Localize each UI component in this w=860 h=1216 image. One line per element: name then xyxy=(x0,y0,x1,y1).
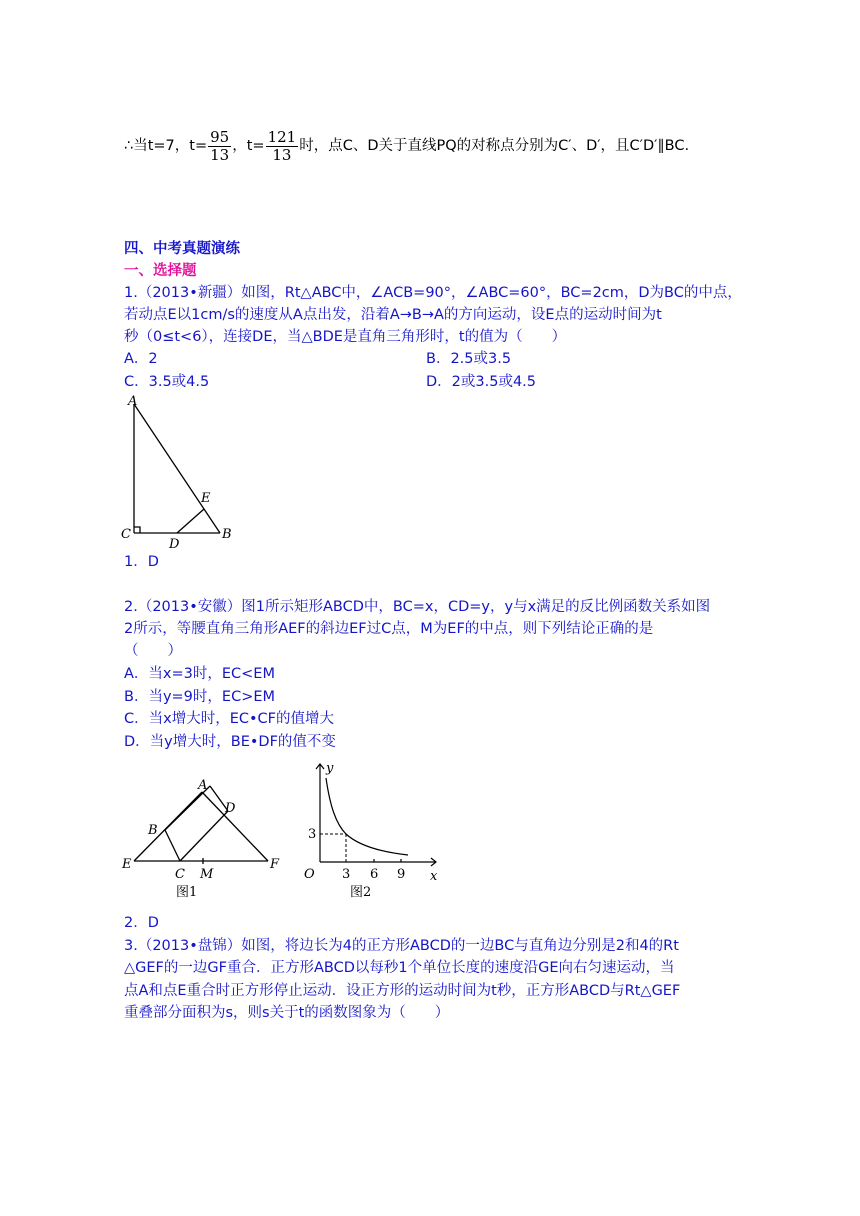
q1-label-c: C xyxy=(121,527,131,542)
q2-option-a: A．当x=3时，EC<EM xyxy=(124,666,275,682)
q1-option-b: B．2.5或3.5 xyxy=(426,351,512,367)
intro-mid: ，t= xyxy=(232,138,265,154)
q2-line3: （ ） xyxy=(124,643,182,659)
q2-option-d: D．当y增大时，BE•DF的值不变 xyxy=(124,734,336,750)
q2-line2: 2所示，等腰直角三角形AEF的斜边EF过C点，M为EF的中点，则下列结论正确的是 xyxy=(124,621,654,637)
q2-line1: 2.（2013•安徽）图1所示矩形ABCD中，BC=x，CD=y，y与x满足的反比例函数关系如图 xyxy=(124,599,711,615)
fig1-label-f: F xyxy=(270,857,280,872)
q1-line1: 1.（2013•新疆）如图，Rt△ABC中，∠ACB=90°，∠ABC=60°，BC=2cm，D为BC的中点， xyxy=(124,285,742,301)
q2-option-b: B．当y=9时，EC>EM xyxy=(124,689,276,705)
q1-label-a: A xyxy=(128,394,138,409)
q1-answer: 1．D xyxy=(124,554,159,570)
fig2-y-tick-3: 3 xyxy=(308,827,317,842)
q3-line3: 点A和点E重合时正方形停止运动．设正方形的运动时间为t秒，正方形ABCD与Rt△GEF xyxy=(124,983,681,999)
fig2-x-tick-6: 6 xyxy=(370,867,379,882)
fig2-caption: 图2 xyxy=(350,885,372,900)
q1-option-a: A．2 xyxy=(124,351,158,367)
fig1-label-e: E xyxy=(122,857,132,872)
intro-prefix: ∴当t=7，t= xyxy=(124,138,208,154)
fig1-label-d: D xyxy=(225,801,236,816)
q1-label-e: E xyxy=(201,491,211,506)
q1-line3: 秒（0≤t<6），连接DE，当△BDE是直角三角形时，t的值为（ ） xyxy=(124,329,567,345)
fig1-label-b: B xyxy=(148,823,158,838)
fig1-label-m: M xyxy=(200,867,214,882)
intro-line xyxy=(124,126,689,166)
q1-label-d: D xyxy=(169,537,180,552)
fig2-y-label: y xyxy=(326,761,334,776)
q1-figure-triangle xyxy=(115,392,245,552)
fig2-x-label: x xyxy=(430,869,438,884)
fig2-x-tick-9: 9 xyxy=(397,867,406,882)
subsection-title: 一、选择题 xyxy=(124,263,197,279)
q1-line2: 若动点E以1cm/s的速度从A点出发，沿着A→B→A的方向运动，设E点的运动时间为t xyxy=(124,307,662,323)
q3-line1: 3.（2013•盘锦）如图，将边长为4的正方形ABCD的一边BC与直角边分别是2和4的Rt xyxy=(124,938,679,954)
q2-figure-2 xyxy=(296,758,446,908)
section-title: 四、中考真题演练 xyxy=(124,241,240,257)
q1-option-c: C．3.5或4.5 xyxy=(124,374,210,390)
q2-answer: 2．D xyxy=(124,915,159,931)
fraction-121-13: $\frac{121}{13}$ xyxy=(267,127,297,164)
q3-line4: 重叠部分面积为s，则s关于t的函数图象为（ ） xyxy=(124,1005,450,1021)
fig1-label-a: A xyxy=(198,778,208,793)
fig2-x-tick-3: 3 xyxy=(342,867,351,882)
q1-option-d: D．2或3.5或4.5 xyxy=(426,374,537,390)
q2-figure-1 xyxy=(118,776,288,906)
fig1-caption: 图1 xyxy=(176,885,198,900)
intro-suffix: 时，点C、D关于直线PQ的对称点分别为C′、D′，且C′D′∥BC. xyxy=(299,138,690,154)
fig1-label-c: C xyxy=(175,867,185,882)
q1-label-b: B xyxy=(222,527,232,542)
fraction-95-13: $\frac{95}{13}$ xyxy=(210,127,230,164)
q2-option-c: C．当x增大时，EC•CF的值增大 xyxy=(124,711,335,727)
q3-line2: △GEF的一边GF重合．正方形ABCD以每秒1个单位长度的速度沿GE向右匀速运动，当 xyxy=(124,960,675,976)
fig2-origin: O xyxy=(304,867,315,882)
